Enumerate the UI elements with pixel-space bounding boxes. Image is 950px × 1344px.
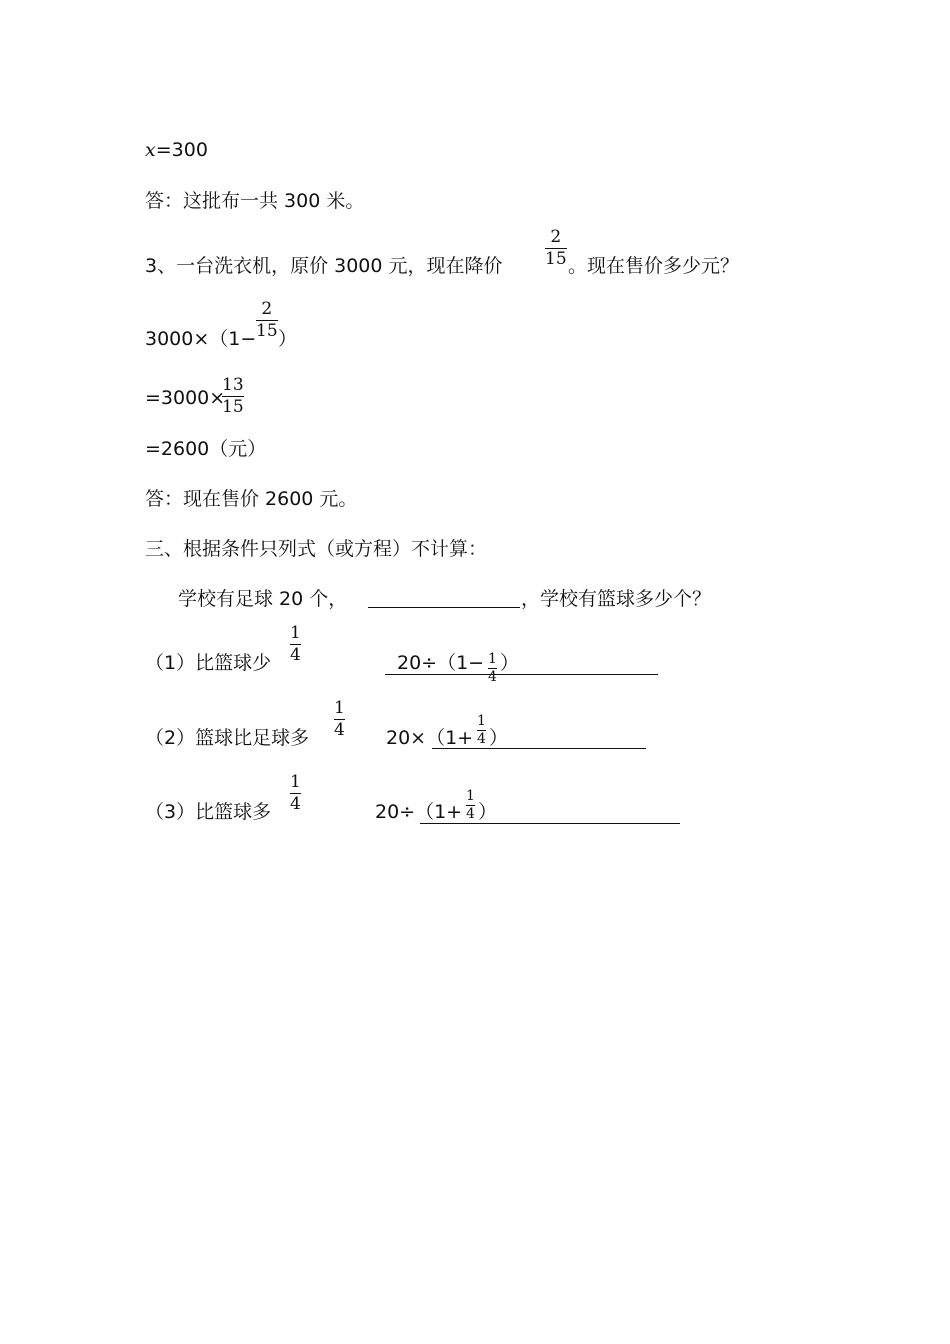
item-3-answer-line[interactable] bbox=[420, 823, 680, 824]
item-2-expression: 20×（1+ bbox=[386, 727, 474, 749]
item-2-expression-close: ） bbox=[489, 727, 509, 749]
fraction-denominator: 15 bbox=[256, 321, 278, 341]
answer-line-2: 答：现在售价 2600 元。 bbox=[145, 488, 358, 510]
calc-step-1-close: ） bbox=[278, 328, 298, 350]
item-3-expression-close: ） bbox=[478, 801, 498, 823]
calc-step-1 bbox=[145, 327, 256, 351]
fraction-denominator: 15 bbox=[222, 397, 244, 417]
fraction-denominator: 15 bbox=[545, 249, 567, 269]
fraction-numerator: 1 bbox=[488, 651, 497, 667]
fraction-numerator: 2 bbox=[550, 227, 562, 247]
calc-step-3: =2600（元） bbox=[145, 438, 267, 460]
item-1-answer-line[interactable] bbox=[385, 674, 658, 675]
fraction-calc-2 bbox=[222, 376, 244, 417]
item-2-expression-fraction bbox=[477, 714, 486, 747]
fraction-numerator: 1 bbox=[290, 623, 301, 643]
fraction-numerator: 1 bbox=[334, 698, 345, 718]
fraction-numerator: 13 bbox=[222, 375, 244, 395]
fraction-denominator: 4 bbox=[466, 806, 475, 822]
item-2-fraction bbox=[334, 699, 345, 740]
variable-x: x bbox=[145, 139, 156, 161]
prompt-prefix: 学校有足球 20 个， bbox=[178, 588, 348, 610]
item-2-answer-line[interactable] bbox=[432, 748, 646, 749]
fraction-numerator: 1 bbox=[290, 772, 301, 792]
fraction-numerator: 1 bbox=[466, 788, 475, 804]
prompt-suffix: ，学校有篮球多少个？ bbox=[521, 588, 712, 610]
question-3-tail: 。现在售价多少元？ bbox=[568, 255, 740, 277]
answer-blank[interactable] bbox=[368, 607, 520, 608]
answer-line: 答：这批布一共 300 米。 bbox=[145, 190, 365, 212]
fraction-denominator: 4 bbox=[477, 731, 486, 747]
fraction-numerator: 2 bbox=[261, 299, 273, 319]
item-3-label: （3）比篮球多 bbox=[145, 801, 272, 823]
item-3-fraction bbox=[290, 773, 301, 814]
calc-step-2-text: =3000× bbox=[145, 387, 226, 409]
calc-step-1-text: 3000×（1− bbox=[145, 328, 257, 350]
fraction-denominator: 4 bbox=[488, 669, 497, 685]
fraction-denominator: 4 bbox=[334, 720, 345, 740]
fraction-denominator: 4 bbox=[290, 645, 301, 665]
equation-result bbox=[145, 138, 208, 162]
item-1-expression-fraction bbox=[488, 652, 497, 685]
item-3-expression-fraction bbox=[466, 789, 475, 822]
section-heading: 三、根据条件只列式（或方程）不计算： bbox=[145, 538, 488, 560]
item-1-expression-close: ） bbox=[500, 652, 520, 674]
item-1-expression: 20÷（1− bbox=[397, 652, 485, 674]
equation-value: =300 bbox=[155, 139, 208, 161]
item-3-expression: 20÷（1+ bbox=[375, 801, 463, 823]
question-3-text: 3、一台洗衣机，原价 3000 元，现在降价 bbox=[145, 255, 503, 277]
item-2-label: （2）篮球比足球多 bbox=[145, 727, 310, 749]
fraction-calc-1 bbox=[256, 300, 278, 341]
fraction-denominator: 4 bbox=[290, 794, 301, 814]
calc-step-2 bbox=[145, 386, 225, 410]
item-1-label: （1）比篮球少 bbox=[145, 652, 272, 674]
fraction-discount bbox=[545, 228, 567, 269]
item-1-fraction bbox=[290, 624, 301, 665]
question-3 bbox=[145, 254, 503, 278]
fraction-numerator: 1 bbox=[477, 713, 486, 729]
